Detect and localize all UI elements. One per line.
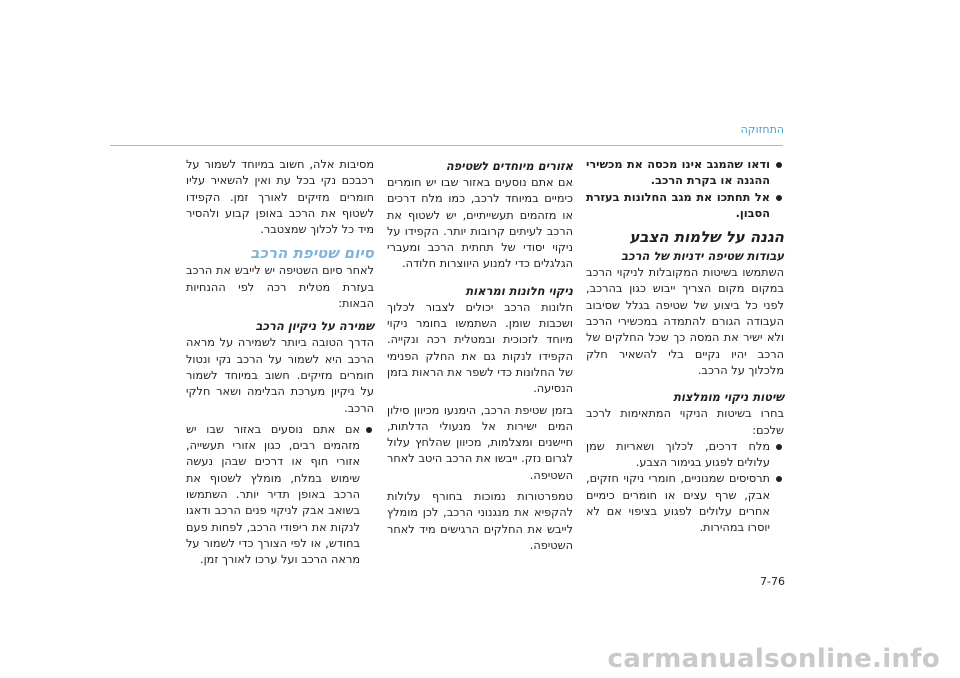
section-title: התחזוקה (740, 123, 784, 136)
subheading: אזורים מיוחדים לשטיפה (445, 159, 573, 173)
paragraph: לאחר סיום השטיפה יש לייבש את הרכב בעזרת מטלית רכה לפי ההנחיות הבאות: (186, 264, 374, 311)
bullet-item: מלח דרכים, לכלוך ושאריות שמן עלולים לפגוע בגימור הצבע. (586, 439, 784, 472)
paragraph: הדרך הטובה ביותר לשמירה על מראה הרכב היא לשמור על הרכב נקי ונטול חומרים מזיקים. חשוב במיוחד לשמור על ניקיון מערכת הבלימה ושאר חלקי הרכב. (186, 336, 374, 415)
subheading: ניקוי חלונות ומראות (465, 283, 573, 298)
paragraph: מסיבות אלה, חשוב במיוחד לשמור על רכבכם נקי בכל עת ואין להשאיר עליו חומרים מזיקים לאורך זמן. הקפידו לשטוף את הרכב באופן קבוע ולהסיר מיד כל לכלוך שמצטבר. (186, 158, 374, 237)
paragraph: חלונות הרכב יכולים לצבור לכלוך ושכבות שומן. השתמשו בחומר ניקוי מיוחד לזכוכית ובמטלית רכה ונקייה. הקפידו לנקות גם את החלק הפנימי של החלונות כדי לשפר את הראות בזמן הנסיעה. (387, 300, 573, 396)
header-divider (110, 145, 783, 146)
page-number: 7-76 (760, 575, 785, 588)
section-heading: הגנה על שלמות הצבע (629, 228, 784, 247)
watermark: carmanualsonline.info (607, 644, 940, 674)
subheading: עבודות שטיפה ידניות של הרכב (621, 249, 784, 264)
subheading: שמירה על ניקיון הרכב (255, 319, 374, 334)
middle-column (387, 157, 573, 554)
bullet-item: ודאו שהמגב אינו מכסה את מכשירי ההגנה או בקרת הרכב. (586, 157, 784, 190)
bullet-item: אל תחתכו את מגב החלונות בעזרת הסבון. (586, 190, 784, 223)
subheading: שיטות ניקוי מומלצות (673, 390, 784, 405)
left-column (186, 157, 374, 569)
right-column (586, 157, 784, 537)
section-heading: סיום שטיפת הרכב (250, 244, 374, 263)
paragraph: אם אתם נוסעים באזור שבו יש חומרים כימיים במיוחד לרכב, כמו מלח דרכים או מזהמים תעשייתיים, יש לשטוף את הרכב לעיתים קרובות יותר. הקפידו על ניקוי יסודי של תחתית הרכב ומעברי הגלגלים כדי למנוע היווצרות חלודה. (387, 176, 573, 271)
bullet-item: תרסיסים שמנוניים, חומרי ניקוי חזקים, אבק, שרף עצים או חומרים כימיים אחרים עלולים לפגוע בציפוי אם לא יוסרו במהירות. (586, 471, 784, 536)
bullet-item: אם אתם נוסעים באזור שבו יש מזהמים רבים, כגון אזורי תעשייה, אזורי חוף או דרכים שבהן נעשה שימוש במלח, מומלץ לשטוף את הרכב באופן תדיר יותר. השתמשו בשואב אבק לניקוי פנים הרכב ודאגו לנקות את ריפודי הרכב, לפחות פעם בחודש, או לפי הצורך כדי לשמור על מראה הרכב ועל ערכו לאורך זמן. (186, 422, 374, 569)
paragraph: טמפרטורות נמוכות בחורף עלולות להקפיא את מנגנוני הרכב, לכן מומלץ לייבש את החלקים הרגישים מיד לאחר השטיפה. (387, 490, 573, 552)
paragraph: השתמשו בשיטות המקובלות לניקוי הרכב במקום מקום הצריך ייבוש כגון בהרכב, לפני כל ביצוע של שטיפה בגלל שסיבוב העבודה הגורם להתמדה במכשירי הרכב ולא ישיר את המסה כך שכל החלקים של הרכב יהיו נקיים בלי להשאיר חלק מלכלוך על הרכב. (586, 266, 784, 377)
paragraph: בזמן שטיפת הרכב, הימנעו מכיוון סילון המים ישירות אל מנעולי הדלתות, חיישנים ומצלמות, מכיוון שהלחץ עלול לגרום נזק. ייבשו את הרכב היטב לאחר השטיפה. (387, 403, 573, 482)
paragraph: בחרו בשיטות הניקוי המתאימות לרכב שלכם: (586, 407, 784, 437)
